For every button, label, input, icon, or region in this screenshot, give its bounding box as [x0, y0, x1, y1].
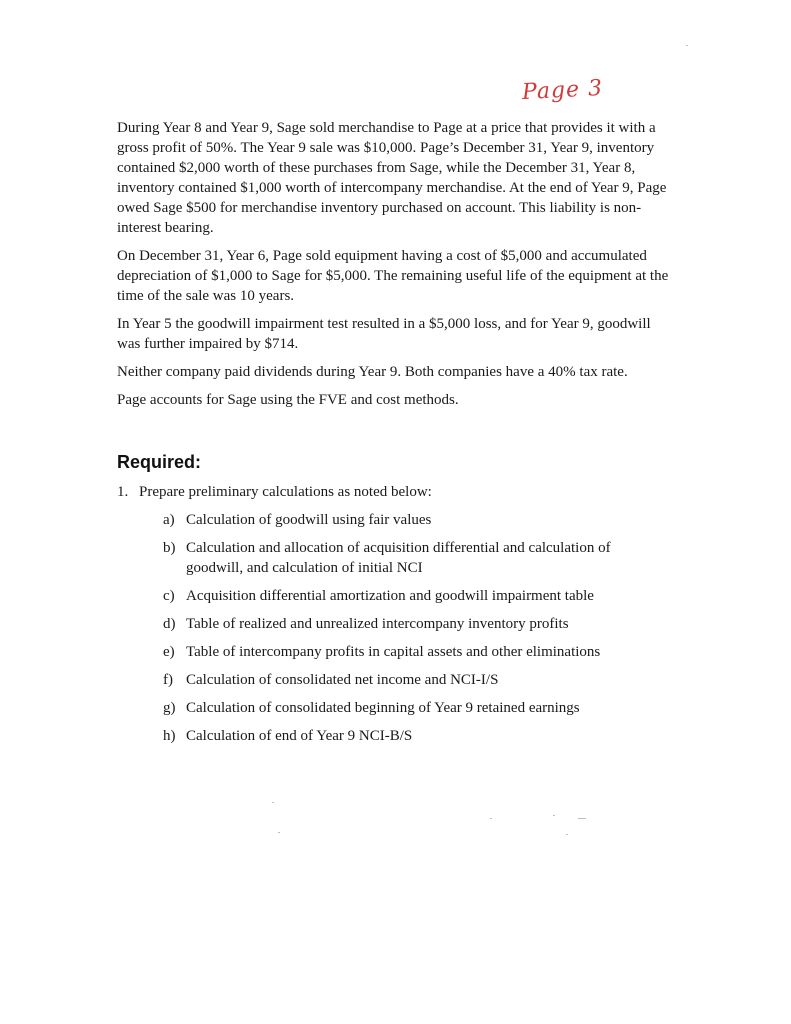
sub-item-text: Calculation of goodwill using fair values [186, 512, 432, 528]
required-item-number: 1. [117, 484, 129, 500]
scan-speck [686, 45, 688, 46]
sub-item-letter: f) [163, 672, 173, 688]
sub-item-text: Calculation of consolidated beginning of Year 9 retained earnings [186, 700, 580, 716]
paragraph-dividends-tax: Neither company paid dividends during Year 9. Both companies have a 40% tax rate. [117, 364, 628, 380]
sub-item-letter: g) [163, 700, 176, 716]
scan-speck [490, 818, 492, 819]
sub-item-text: Table of intercompany profits in capital assets and other eliminations [186, 644, 601, 660]
scan-speck [272, 802, 274, 803]
paragraph-intercompany-sales: During Year 8 and Year 9, Sage sold merchandise to Page at a price that provides it with a gross profit of 50%. The Year 9 sale was $10,000. Page’s December 31, Year 9, inventory contained $2,000 worth of these purchases from Sage, while the December 31, Year 8, inventory contained $1,000 worth of intercompany merchandise. At the end of Year 9, Page owed Sage $500 for merchandise inventory purchased on account. This liability is non-interest bearing. [117, 120, 667, 236]
paragraph-accounting-methods: Page accounts for Sage using the FVE and cost methods. [117, 392, 459, 408]
handwritten-page-annotation: Page 3 [521, 75, 604, 106]
problem-body [117, 118, 677, 418]
list-item [163, 726, 677, 746]
sub-item-text: Calculation of consolidated net income and NCI-I/S [186, 672, 499, 688]
sub-item-letter: a) [163, 512, 175, 528]
sub-item-text: Calculation and allocation of acquisition differential and calculation of goodwill, and calculation of initial NCI [186, 540, 611, 576]
paragraph-equipment-sale: On December 31, Year 6, Page sold equipment having a cost of $5,000 and accumulated depreciation of $1,000 to Sage for $5,000. The remaining useful life of the equipment at the time of the sale was 10 years. [117, 248, 669, 304]
paragraph-goodwill-impairment: In Year 5 the goodwill impairment test resulted in a $5,000 loss, and for Year 9, goodwill was further impaired by $714. [117, 316, 651, 352]
sub-item-letter: h) [163, 728, 176, 744]
required-item-1 [117, 482, 677, 502]
list-item [163, 698, 677, 718]
scan-speck [566, 834, 568, 835]
list-item [163, 586, 677, 606]
required-item-text: Prepare preliminary calculations as noted below: [139, 484, 432, 500]
sub-item-letter: b) [163, 540, 176, 556]
scan-speck [278, 832, 280, 833]
required-heading: Required: [117, 452, 202, 472]
list-item [163, 510, 677, 530]
sub-item-letter: c) [163, 588, 175, 604]
scan-speck [578, 818, 586, 819]
list-item [163, 538, 677, 578]
sub-item-list [163, 510, 677, 746]
sub-item-text: Calculation of end of Year 9 NCI-B/S [186, 728, 413, 744]
list-item [163, 670, 677, 690]
list-item [163, 642, 677, 662]
sub-item-text: Acquisition differential amortization and goodwill impairment table [186, 588, 594, 604]
scan-speck [553, 815, 555, 816]
sub-item-letter: d) [163, 616, 176, 632]
list-item [163, 614, 677, 634]
required-list [117, 482, 677, 754]
sub-item-letter: e) [163, 644, 175, 660]
sub-item-text: Table of realized and unrealized intercompany inventory profits [186, 616, 569, 632]
